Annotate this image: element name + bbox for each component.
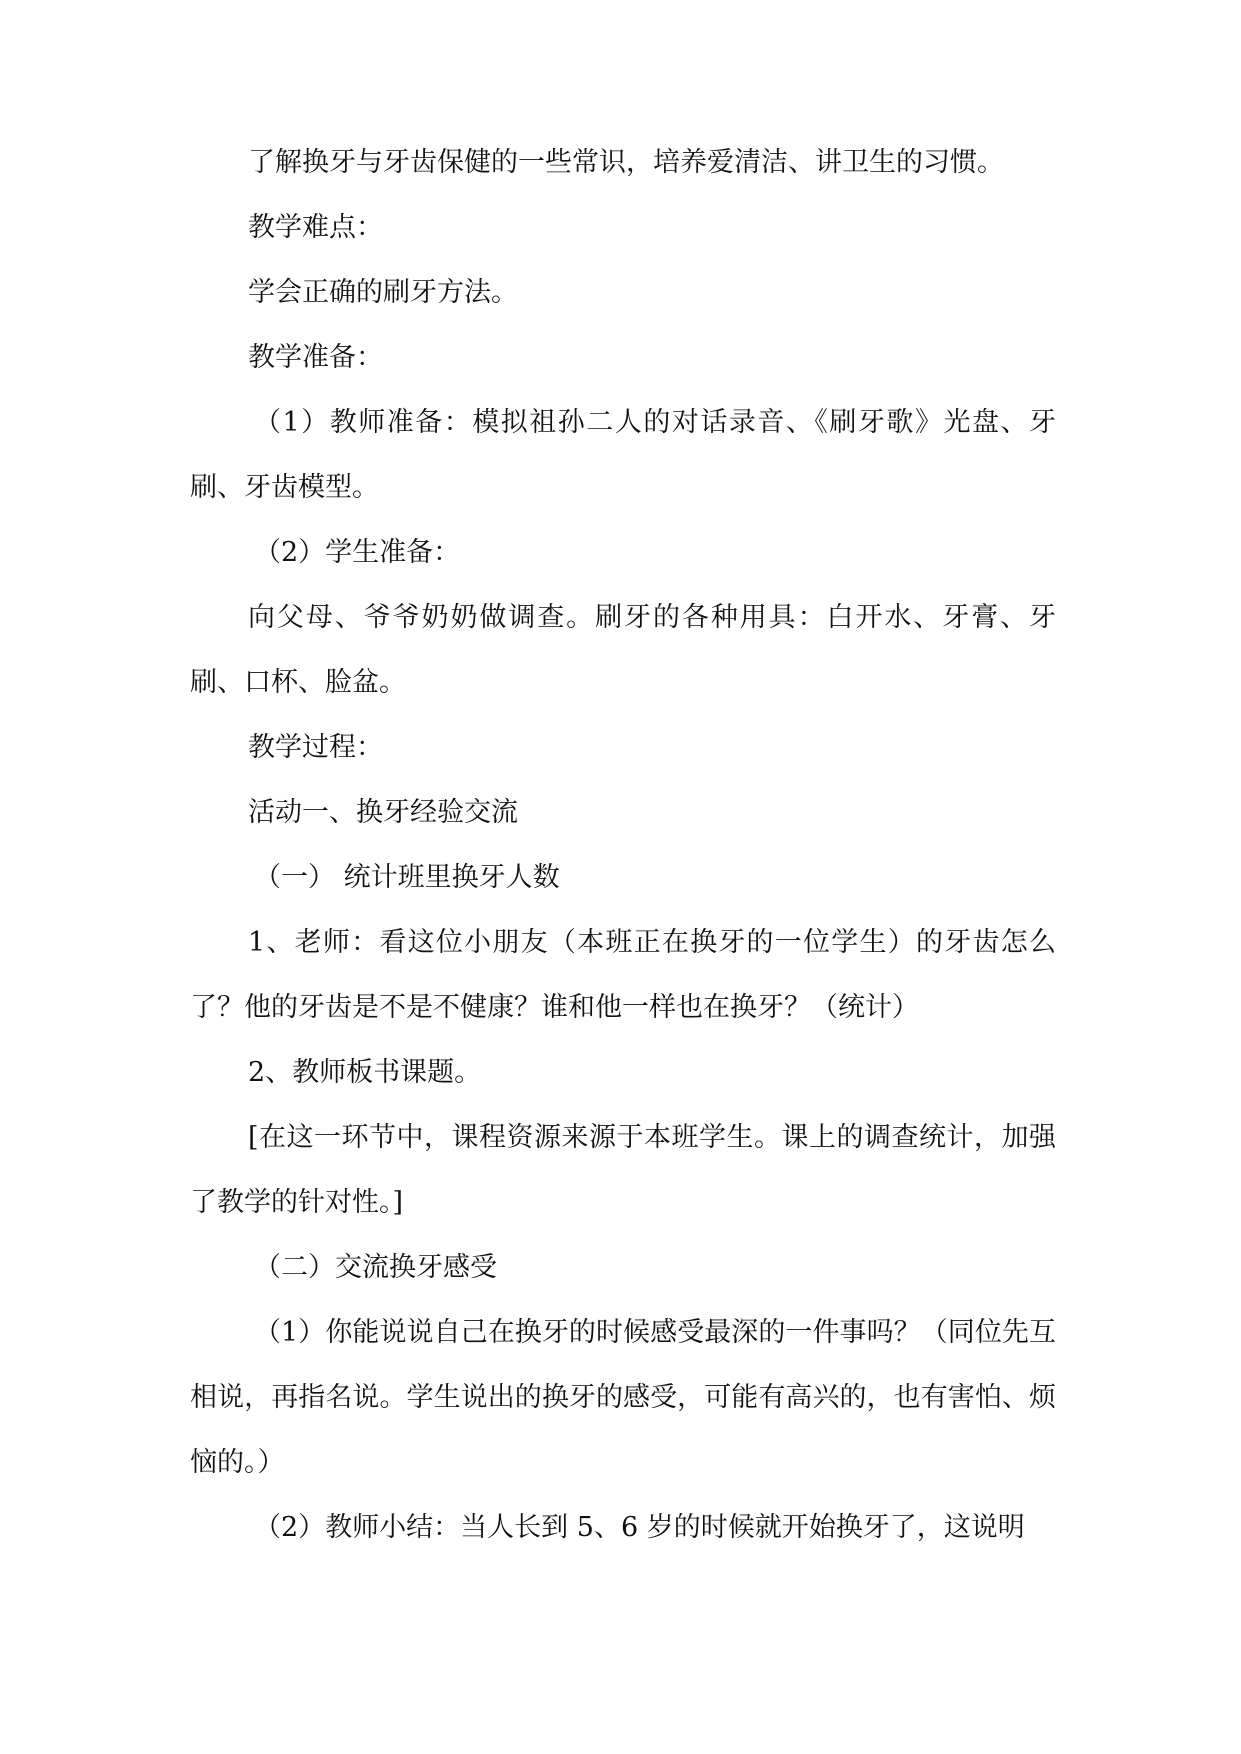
paragraph-student-prep: 向父母、爷爷奶奶做调查。刷牙的各种用具：白开水、牙膏、牙刷、口杯、脸盆。 [190,602,1056,698]
paragraph-teacher-prep: （1）教师准备：模拟祖孙二人的对话录音、《刷牙歌》光盘、牙刷、牙齿模型。 [190,407,1056,503]
paragraph-teacher-summary: （2）教师小结：当人长到 5、6 岁的时候就开始换牙了，这说明 [254,1512,1025,1543]
heading-teaching-preparation: 教学准备： [248,342,383,373]
paragraph-difficulty: 学会正确的刷牙方法。 [248,277,518,308]
heading-activity-one: 活动一、换牙经验交流 [248,797,518,828]
paragraph-teacher-question: 1、老师：看这位小朋友（本班正在换牙的一位学生）的牙齿怎么了？他的牙齿是不是不健康？谁和他一样也在换牙？（统计） [190,927,1056,1023]
paragraph-board-title: 2、教师板书课题。 [248,1057,482,1088]
heading-exchange-feelings: （二）交流换牙感受 [254,1252,497,1283]
paragraph-note: [在这一环节中，课程资源来源于本班学生。课上的调查统计，加强了教学的针对性。] [190,1122,1056,1218]
heading-count-students: （一） 统计班里换牙人数 [254,862,560,893]
heading-teaching-difficulty: 教学难点： [248,212,383,243]
paragraph-feelings-question: （1）你能说说自己在换牙的时候感受最深的一件事吗？（同位先互相说，再指名说。学生说出的换牙的感受，可能有高兴的，也有害怕、烦恼的。） [190,1317,1056,1478]
heading-student-prep: （2）学生准备： [254,537,461,568]
paragraph-intro: 了解换牙与牙齿保健的一些常识，培养爱清洁、讲卫生的习惯。 [248,147,1004,178]
heading-teaching-process: 教学过程： [248,732,383,763]
